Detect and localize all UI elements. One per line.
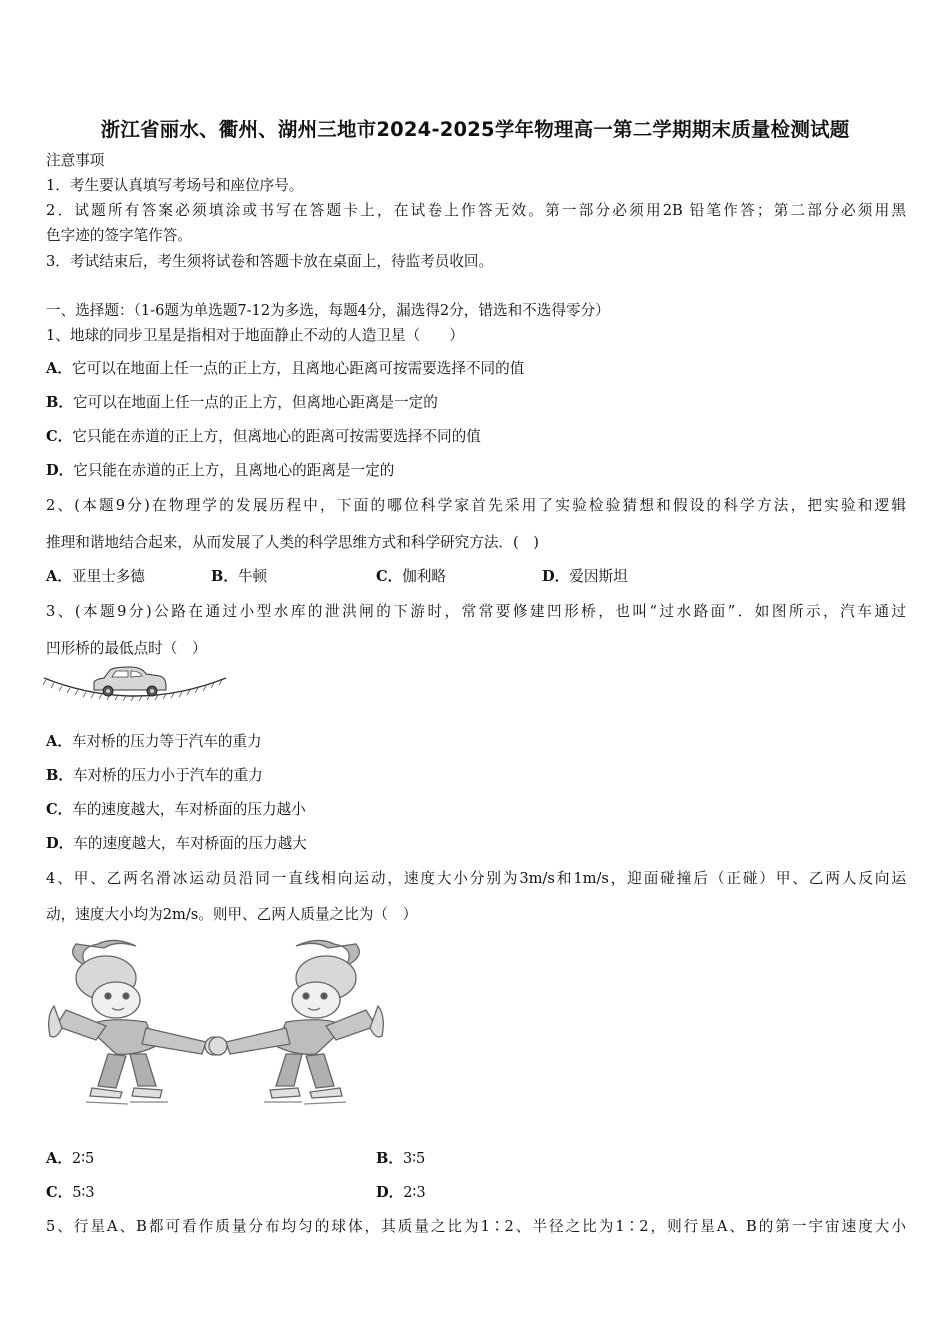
concave-bridge-figure (42, 664, 228, 702)
option-label: D． (376, 1184, 404, 1201)
q4-option-d (376, 1184, 426, 1202)
q2-option-d (542, 568, 628, 586)
q4-stem-line2: 动，速度大小均为2m/s。则甲、乙两人质量之比为（ ） (46, 906, 418, 923)
q4-option-b (376, 1150, 425, 1168)
q1-stem: 1、地球的同步卫星是指相对于地面静止不动的人造卫星（ ） (46, 327, 464, 344)
q3-option-b (46, 767, 263, 785)
q1-option-d (46, 462, 394, 480)
q4-option-c (46, 1184, 95, 1202)
skaters-figure (46, 936, 386, 1116)
notice-item-2: 2．试题所有答案必须填涂或书写在答题卡上，在试卷上作答无效。第一部分必须用2B 铅笔作答；第二部分必须用黑 (46, 202, 906, 219)
notice-heading: 注意事项 (46, 152, 105, 169)
notice-item-2-cont: 色字迹的签字笔作答。 (46, 227, 192, 244)
option-label: D． (46, 462, 74, 479)
option-text: 2∶5 (71, 1150, 95, 1167)
q2-stem-line1: 2、(本题9分)在物理学的发展历程中，下面的哪位科学家首先采用了实验检验猜想和假设的科学方法，把实验和逻辑 (46, 497, 906, 514)
q2-option-c (376, 568, 446, 586)
exam-title: 浙江省丽水、衢州、湖州三地市2024-2025学年物理高一第二学期期末质量检测试题 (100, 118, 850, 141)
option-text: 2∶3 (403, 1184, 426, 1201)
option-text: 它可以在地面上任一点的正上方，且离地心距离可按需要选择不同的值 (71, 360, 525, 377)
q4-option-a (46, 1150, 94, 1168)
option-text: 它只能在赤道的正上方，但离地心的距离可按需要选择不同的值 (72, 428, 481, 445)
q1-option-b (46, 394, 438, 412)
option-text: 车的速度越大，车对桥面的压力越小 (72, 801, 306, 818)
q3-stem-line2: 凹形桥的最低点时（ ） (46, 640, 207, 657)
option-label: A． (46, 568, 72, 585)
option-text: 亚里士多德 (71, 568, 145, 585)
q2-option-a (46, 568, 145, 586)
q3-stem-line1: 3、(本题9分)公路在通过小型水库的泄洪闸的下游时，常常要修建凹形桥，也叫“过水路面”．如图所示，汽车通过 (46, 603, 906, 620)
section-heading: 一、选择题：（1-6题为单选题7-12为多选，每题4分，漏选得2分，错选和不选得零分） (46, 302, 610, 319)
q5-stem-line1: 5、行星A、B都可看作质量分布均匀的球体，其质量之比为1∶2、半径之比为1∶2，则行星A、B的第一宇宙速度大小 (46, 1218, 906, 1235)
option-label: D． (542, 568, 570, 585)
option-text: 车对桥的压力小于汽车的重力 (72, 767, 263, 784)
q3-option-a (46, 733, 262, 751)
option-text: 车对桥的压力等于汽车的重力 (71, 733, 262, 750)
option-text: 爱因斯坦 (569, 568, 628, 585)
option-label: B． (46, 394, 73, 411)
option-text: 伽利略 (402, 568, 447, 585)
notice-item-3: 3．考试结束后，考生须将试卷和答题卡放在桌面上，待监考员收回。 (46, 253, 494, 270)
option-text: 车的速度越大，车对桥面的压力越大 (73, 835, 307, 852)
option-label: C． (376, 568, 403, 585)
q2-option-b (211, 568, 267, 586)
option-label: A． (46, 360, 72, 377)
q4-stem-line1: 4、甲、乙两名滑冰运动员沿同一直线相向运动，速度大小分别为3m/s和1m/s，迎面碰撞后（正碰）甲、乙两人反向运 (46, 870, 906, 887)
option-text: 它可以在地面上任一点的正上方，但离地心距离是一定的 (72, 394, 438, 411)
notice-item-1: 1．考生要认真填写考场号和座位序号。 (46, 177, 304, 194)
q3-option-d (46, 835, 307, 853)
q2-stem-line2: 推理和谐地结合起来，从而发展了人类的科学思维方式和科学研究方法．( ) (46, 534, 539, 551)
option-label: C． (46, 801, 73, 818)
option-text: 3∶5 (402, 1150, 426, 1167)
option-label: C． (46, 428, 73, 445)
option-text: 牛顿 (237, 568, 268, 585)
option-label: D． (46, 835, 74, 852)
option-label: B． (211, 568, 238, 585)
option-text: 它只能在赤道的正上方，且离地心的距离是一定的 (73, 462, 395, 479)
q1-option-a (46, 360, 524, 378)
q1-option-c (46, 428, 481, 446)
option-label: A． (46, 733, 72, 750)
option-label: B． (376, 1150, 403, 1167)
q3-option-c (46, 801, 306, 819)
option-label: A． (46, 1150, 72, 1167)
option-label: B． (46, 767, 73, 784)
option-text: 5∶3 (72, 1184, 95, 1201)
option-label: C． (46, 1184, 73, 1201)
